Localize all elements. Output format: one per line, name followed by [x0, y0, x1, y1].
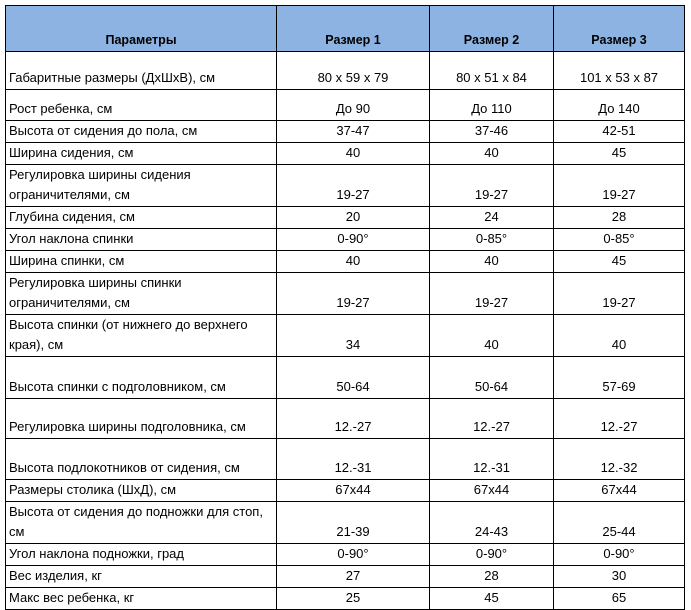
table-row [6, 544, 685, 566]
value-cell: 67x44 [430, 480, 554, 502]
table-row [6, 165, 685, 207]
value-cell: 12.-31 [277, 439, 430, 480]
value-cell: 24-43 [430, 502, 554, 544]
table-row [6, 251, 685, 273]
value-cell: 40 [277, 251, 430, 273]
header-size-3: Размер 3 [554, 6, 685, 52]
value-cell: 67x44 [554, 480, 685, 502]
table-row [6, 566, 685, 588]
param-cell: Ширина сидения, см [6, 143, 277, 165]
header-size-2: Размер 2 [430, 6, 554, 52]
value-cell: 67x44 [277, 480, 430, 502]
value-cell: 34 [277, 315, 430, 357]
param-cell: Угол наклона подножки, град [6, 544, 277, 566]
value-cell: 25-44 [554, 502, 685, 544]
spreadsheet [5, 5, 685, 610]
value-cell: 21-39 [277, 502, 430, 544]
value-cell: 50-64 [430, 357, 554, 399]
value-cell: 12.-27 [554, 399, 685, 439]
table-row [6, 121, 685, 143]
param-cell: Габаритные размеры (ДхШхВ), см [6, 52, 277, 90]
param-cell: Вес изделия, кг [6, 566, 277, 588]
value-cell: 37-46 [430, 121, 554, 143]
value-cell: 12.-27 [277, 399, 430, 439]
table-row [6, 357, 685, 399]
value-cell: 40 [430, 251, 554, 273]
parameters-table [5, 5, 685, 610]
value-cell: 0-90° [277, 229, 430, 251]
value-cell: 0-90° [430, 544, 554, 566]
param-cell: Макс вес ребенка, кг [6, 588, 277, 610]
value-cell: 80 x 59 x 79 [277, 52, 430, 90]
value-cell: До 90 [277, 90, 430, 121]
value-cell: 20 [277, 207, 430, 229]
value-cell: 0-85° [430, 229, 554, 251]
value-cell: 24 [430, 207, 554, 229]
value-cell: 19-27 [277, 165, 430, 207]
table-row [6, 207, 685, 229]
value-cell: 40 [277, 143, 430, 165]
param-cell: Ширина спинки, см [6, 251, 277, 273]
value-cell: 45 [554, 251, 685, 273]
param-cell: Размеры столика (ШхД), см [6, 480, 277, 502]
value-cell: 40 [554, 315, 685, 357]
table-row [6, 480, 685, 502]
table-row [6, 52, 685, 90]
header-row [6, 6, 685, 52]
value-cell: 45 [554, 143, 685, 165]
value-cell: 12.-27 [430, 399, 554, 439]
value-cell: 19-27 [277, 273, 430, 315]
table-row [6, 315, 685, 357]
value-cell: 57-69 [554, 357, 685, 399]
table-row [6, 399, 685, 439]
value-cell: 28 [430, 566, 554, 588]
param-cell: Высота спинки (от нижнего до верхнего края), см [6, 315, 277, 357]
param-cell: Рост ребенка, см [6, 90, 277, 121]
param-cell: Высота от сидения до пола, см [6, 121, 277, 143]
value-cell: 0-85° [554, 229, 685, 251]
param-cell: Регулировка ширины спинки ограничителями, см [6, 273, 277, 315]
value-cell: 19-27 [554, 165, 685, 207]
param-cell: Высота от сидения до подножки для стоп, см [6, 502, 277, 544]
header-parameters: Параметры [6, 6, 277, 52]
table-row [6, 229, 685, 251]
value-cell: 25 [277, 588, 430, 610]
param-cell: Регулировка ширины подголовника, см [6, 399, 277, 439]
param-cell: Регулировка ширины сидения ограничителями, см [6, 165, 277, 207]
value-cell: 12.-32 [554, 439, 685, 480]
table-row [6, 90, 685, 121]
value-cell: 19-27 [430, 165, 554, 207]
param-cell: Высота спинки с подголовником, см [6, 357, 277, 399]
value-cell: 80 x 51 x 84 [430, 52, 554, 90]
value-cell: 0-90° [277, 544, 430, 566]
table-row [6, 588, 685, 610]
value-cell: 65 [554, 588, 685, 610]
value-cell: 27 [277, 566, 430, 588]
value-cell: 40 [430, 143, 554, 165]
param-cell: Угол наклона спинки [6, 229, 277, 251]
header-size-1: Размер 1 [277, 6, 430, 52]
param-cell: Глубина сидения, см [6, 207, 277, 229]
table-row [6, 273, 685, 315]
value-cell: 45 [430, 588, 554, 610]
value-cell: До 140 [554, 90, 685, 121]
value-cell: 19-27 [554, 273, 685, 315]
value-cell: 40 [430, 315, 554, 357]
value-cell: 30 [554, 566, 685, 588]
value-cell: 12.-31 [430, 439, 554, 480]
param-cell: Высота подлокотников от сидения, см [6, 439, 277, 480]
table-row [6, 439, 685, 480]
table-row [6, 143, 685, 165]
value-cell: До 110 [430, 90, 554, 121]
value-cell: 0-90° [554, 544, 685, 566]
value-cell: 42-51 [554, 121, 685, 143]
value-cell: 101 x 53 x 87 [554, 52, 685, 90]
value-cell: 28 [554, 207, 685, 229]
table-row [6, 502, 685, 544]
value-cell: 50-64 [277, 357, 430, 399]
value-cell: 19-27 [430, 273, 554, 315]
value-cell: 37-47 [277, 121, 430, 143]
